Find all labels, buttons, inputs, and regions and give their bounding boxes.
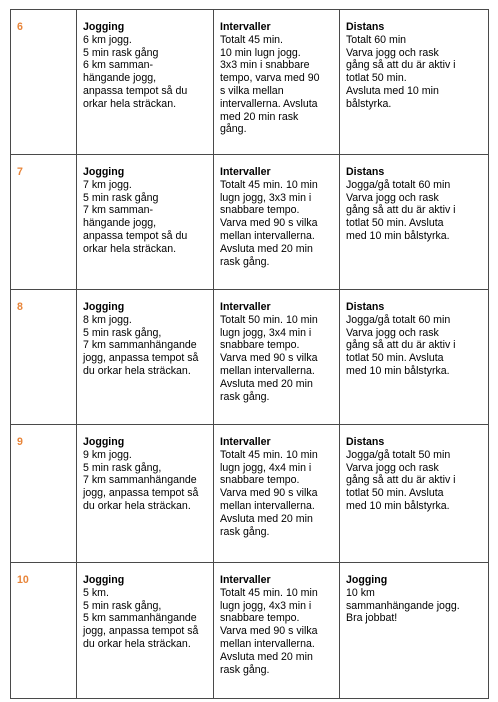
- cell-heading: Jogging: [83, 301, 125, 313]
- distans-cell: [340, 155, 489, 290]
- intervaller-cell: [214, 290, 340, 425]
- cell-heading: Intervaller: [220, 166, 271, 178]
- intervaller-cell: [214, 10, 340, 155]
- cell-heading: Intervaller: [220, 301, 271, 313]
- cell-heading: Jogging: [83, 166, 125, 178]
- table-row: [11, 155, 489, 290]
- table-row: [11, 290, 489, 425]
- cell-text: Jogga/gå totalt 60 min Varva jogg och rask gång så att du är aktiv i totlat 50 min. Avsluta med 10 min bålstyrka.: [346, 178, 456, 242]
- cell-text: Jogga/gå totalt 60 min Varva jogg och rask gång så att du är aktiv i totlat 50 min. Avsluta med 10 min bålstyrka.: [346, 313, 456, 377]
- cell-heading: Intervaller: [220, 436, 271, 448]
- training-plan-table: [10, 9, 489, 699]
- distans-cell: [340, 563, 489, 699]
- cell-heading: Jogging: [346, 574, 388, 586]
- cell-text: 9 km jogg. 5 min rask gång, 7 km sammanhängande jogg, anpassa tempot så du orkar hela sträckan.: [83, 448, 199, 512]
- cell-text: Totalt 45 min. 10 min lugn jogg. 3x3 min i snabbare tempo, varva med 90 s vilka mellan intervallerna. Avsluta med 20 min rask gång.: [220, 33, 320, 136]
- cell-heading: Jogging: [83, 21, 125, 33]
- cell-text: Totalt 45 min. 10 min lugn jogg, 4x4 min i snabbare tempo. Varva med 90 s vilka mellan intervallerna. Avsluta med 20 min rask gång.: [220, 448, 318, 538]
- week-number: 9: [11, 425, 77, 563]
- cell-text: 7 km jogg. 5 min rask gång 7 km samman- hängande jogg, anpassa tempot så du orkar hela sträckan.: [83, 178, 188, 255]
- cell-text: 5 km. 5 min rask gång, 5 km sammanhängande jogg, anpassa tempot så du orkar hela sträckan.: [83, 586, 199, 650]
- cell-text: Totalt 45 min. 10 min lugn jogg, 4x3 min i snabbare tempo. Varva med 90 s vilka mellan intervallerna. Avsluta med 20 min rask gång.: [220, 586, 318, 676]
- week-number: 8: [11, 290, 77, 425]
- distans-cell: [340, 425, 489, 563]
- cell-text: 6 km jogg. 5 min rask gång 6 km samman- hängande jogg, anpassa tempot så du orkar hela sträckan.: [83, 33, 188, 110]
- table-row: [11, 425, 489, 563]
- cell-heading: Jogging: [83, 574, 125, 586]
- week-number: 7: [11, 155, 77, 290]
- table-row: [11, 563, 489, 699]
- jogging-cell: [77, 563, 214, 699]
- cell-text: Jogga/gå totalt 50 min Varva jogg och rask gång så att du är aktiv i totlat 50 min. Avsluta med 10 min bålstyrka.: [346, 448, 456, 512]
- distans-cell: [340, 10, 489, 155]
- cell-text: 8 km jogg. 5 min rask gång, 7 km sammanhängande jogg, anpassa tempot så du orkar hela sträckan.: [83, 313, 199, 377]
- week-number: 10: [11, 563, 77, 699]
- jogging-cell: [77, 155, 214, 290]
- distans-cell: [340, 290, 489, 425]
- cell-heading: Distans: [346, 301, 385, 313]
- intervaller-cell: [214, 425, 340, 563]
- cell-heading: Distans: [346, 21, 385, 33]
- jogging-cell: [77, 425, 214, 563]
- table-row: [11, 10, 489, 155]
- cell-text: 10 km sammanhängande jogg. Bra jobbat!: [346, 586, 460, 625]
- week-number: 6: [11, 10, 77, 155]
- cell-text: Totalt 45 min. 10 min lugn jogg, 3x3 min i snabbare tempo. Varva med 90 s vilka mellan intervallerna. Avsluta med 20 min rask gång.: [220, 178, 318, 268]
- cell-heading: Distans: [346, 436, 385, 448]
- cell-heading: Intervaller: [220, 574, 271, 586]
- cell-text: Totalt 50 min. 10 min lugn jogg, 3x4 min i snabbare tempo. Varva med 90 s vilka mellan intervallerna. Avsluta med 20 min rask gång.: [220, 313, 318, 403]
- intervaller-cell: [214, 563, 340, 699]
- intervaller-cell: [214, 155, 340, 290]
- cell-heading: Jogging: [83, 436, 125, 448]
- cell-text: Totalt 60 min Varva jogg och rask gång så att du är aktiv i totlat 50 min. Avsluta med 10 min bålstyrka.: [346, 33, 456, 110]
- cell-heading: Intervaller: [220, 21, 271, 33]
- jogging-cell: [77, 290, 214, 425]
- jogging-cell: [77, 10, 214, 155]
- cell-heading: Distans: [346, 166, 385, 178]
